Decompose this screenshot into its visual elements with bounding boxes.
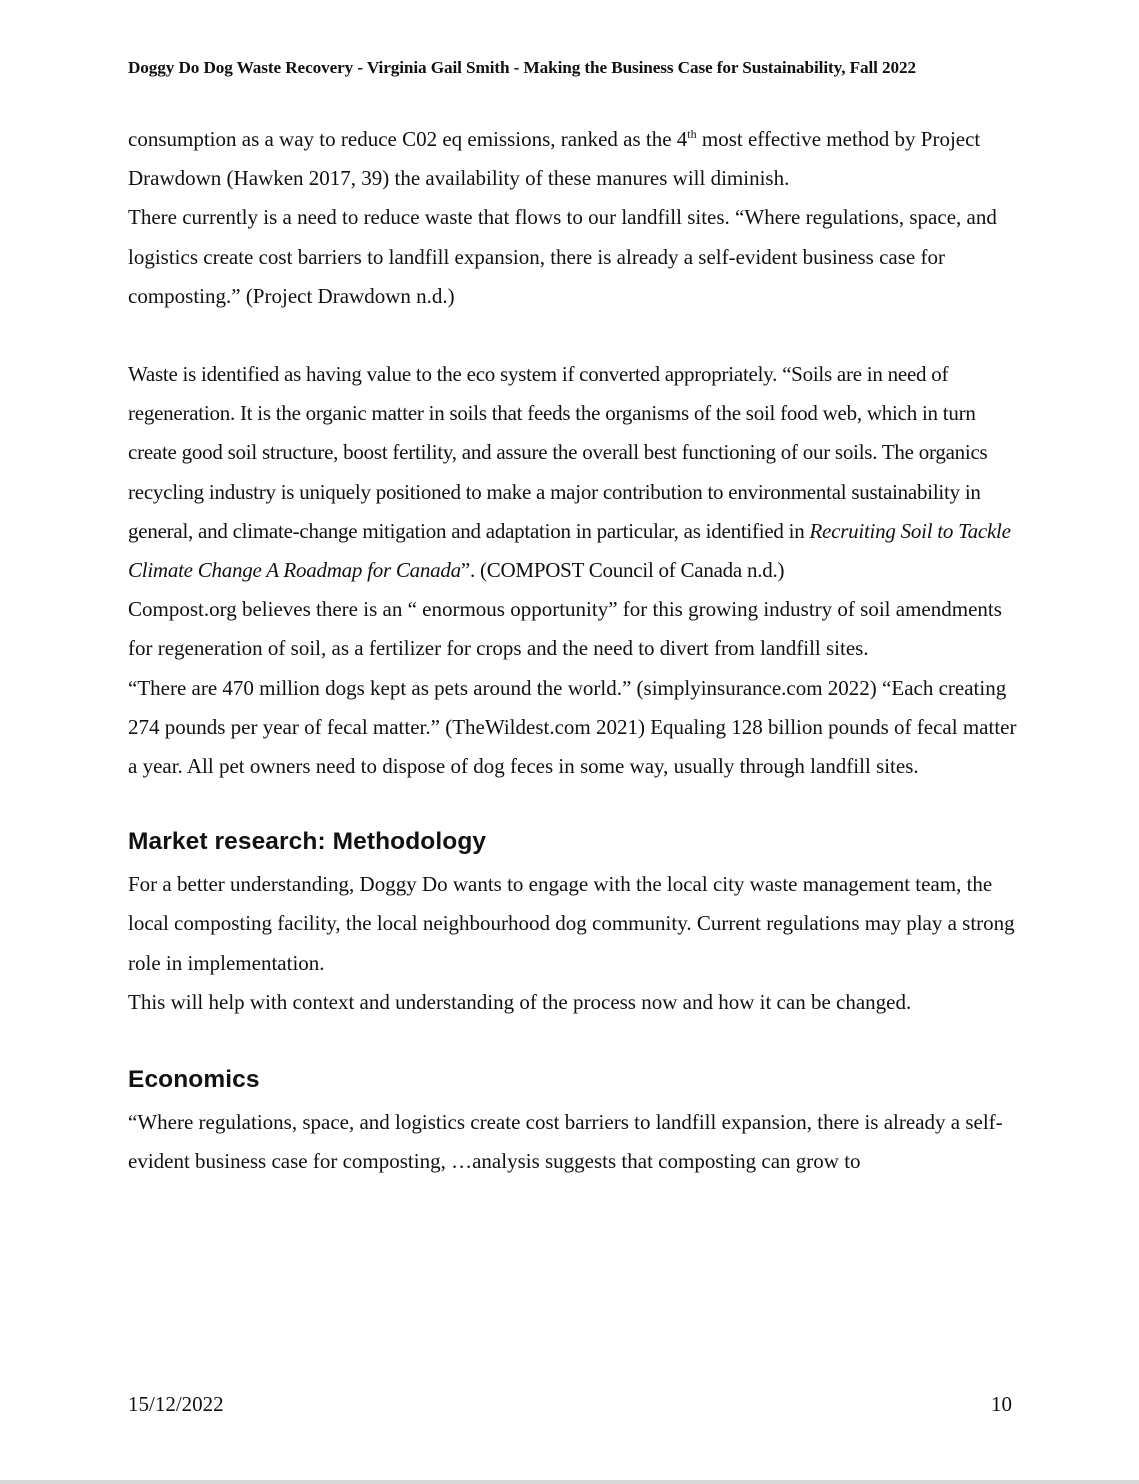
paragraph-soil-regeneration (128, 355, 1018, 590)
ordinal-superscript: th (687, 127, 697, 141)
paragraph-text: consumption as a way to reduce C02 eq emissions, ranked as the 4 (128, 127, 688, 151)
section-gap (128, 786, 1018, 819)
running-header: Doggy Do Dog Waste Recovery - Virginia Gail Smith - Making the Business Case for Sustainability, Fall 2022 (128, 58, 917, 77)
paragraph-drawdown (128, 120, 1018, 198)
section-gap (128, 1022, 1018, 1057)
document-body (128, 120, 1018, 1181)
page-bottom-edge (0, 1480, 1139, 1484)
paragraph-methodology-context: This will help with context and understanding of the process now and how it can be changed. (128, 989, 912, 1014)
section-heading-market-research: Market research: Methodology (128, 828, 487, 856)
paragraph-text: ”. (COMPOST Council of Canada n.d.) (460, 558, 785, 583)
paragraph-methodology: For a better understanding, Doggy Do wants to engage with the local city waste management team, the local composting facility, the local neighbourhood dog community. Current regulations may play a strong role in implementation. (128, 872, 1015, 975)
paragraph-economics: “Where regulations, space, and logistics create cost barriers to landfill expansion, there is already a self-evident business case for composting, …analysis suggests that composting can grow to (128, 1110, 1003, 1174)
section-heading-economics: Economics (128, 1066, 260, 1094)
page-number: 10 (991, 1392, 1012, 1416)
paragraph-dog-statistics: “There are 470 million dogs kept as pets around the world.” (simplyinsurance.com 2022) “Each creating 274 pounds per year of fecal matter.” (TheWildest.com 2021) Equaling 128 billion pounds of fecal matter a year. All pet owners need to dispose of dog feces in some way, usually through landfill sites. (128, 675, 1017, 779)
paragraph-gap (128, 316, 1018, 355)
paragraph-compost-org: Compost.org believes there is an “ enormous opportunity” for this growing industry of soil amendments for regeneration of soil, as a fertilizer for crops and the need to divert from landfill sites. (128, 597, 1002, 661)
paragraph-text: most effective method by Project Drawdown (Hawken 2017, 39) the availability of these manures will diminish. (128, 127, 981, 191)
paragraph-text: Waste is identified as having value to the eco system if converted appropriately. “Soils are in need of regeneration. It is the organic matter in soils that feeds the organisms of the soil food web, which in turn create good soil structure, boost fertility, and assure the overall best functioning of our soils. The organics recycling industry is uniquely positioned to make a major contribution to environmental sustainability in general, and climate-change mitigation and adaptation in particular, as identified in (128, 362, 988, 543)
footer-date: 15/12/2022 (128, 1392, 224, 1416)
paragraph-landfill-need: There currently is a need to reduce waste that flows to our landfill sites. “Where regulations, space, and logistics create cost barriers to landfill expansion, there is already a self-evident business case for composting.” (Project Drawdown n.d.) (128, 205, 997, 308)
cited-report-title: Recruiting Soil to Tackle Climate Change A Roadmap for Canada (128, 518, 1011, 583)
